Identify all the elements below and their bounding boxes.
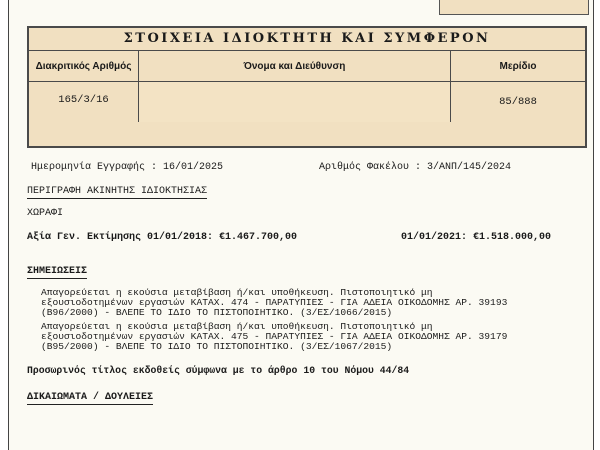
table-title: ΣΤΟΙΧΕΙΑ ΙΔΙΟΚΤΗΤΗ ΚΑΙ ΣΥΜΦΕΡΟΝ bbox=[29, 28, 585, 51]
property-description: ΧΩΡΑΦΙ bbox=[27, 208, 64, 219]
file-number bbox=[319, 162, 511, 173]
property-heading: ΠΕΡΙΓΡΑΦΗ ΑΚΙΝΗΤΗΣ ΙΔΙΟΚΤΗΣΙΑΣ bbox=[27, 186, 208, 197]
valuation-2018: Αξία Γεν. Εκτίμησης 01/01/2018: €1.467.700,00 bbox=[27, 232, 298, 243]
registration-date bbox=[31, 162, 223, 173]
provisional-title-note: Προσωρινός τίτλος εκδοθείς σύμφωνα με το άρθρο 10 του Νόμου 44/84 bbox=[27, 365, 410, 376]
rights-heading: ΔΙΚΑΙΩΜΑΤΑ / ΔΟΥΛΕΙΕΣ bbox=[27, 392, 154, 403]
header-id: Διακριτικός Αριθμός bbox=[29, 51, 139, 81]
note-item-1: Απαγορεύεται η εκούσια μεταβίβαση ή/και υποθήκευση. Πιστοποιητικό μη εξουσιοδοτημένων εργασιών ΚΑΤΑΧ. 474 - ΠΑΡΑΤΥΠΙΕΣ - ΓΙΑ ΑΔΕΙΑ ΟΙΚΟΔΟΜΗΣ ΑΡ. 39193 (Β96/2000) - ΒΛΕΠΕ ΤΟ ΙΔΙΟ ΤΟ ΠΙΣΤΟΠΟΙΗΤΙΚΟ. (3/ΕΣ/1066/2015) bbox=[41, 287, 508, 318]
notes-heading: ΣΗΜΕΙΩΣΕΙΣ bbox=[27, 266, 88, 277]
table-header-row bbox=[29, 51, 585, 82]
document-page bbox=[8, 0, 594, 450]
cell-name bbox=[139, 82, 451, 122]
registration-date-value: 16/01/2025 bbox=[163, 162, 224, 173]
note-item-2: Απαγορεύεται η εκούσια μεταβίβαση ή/και υποθήκευση. Πιστοποιητικό μη εξουσιοδοτημένων εργασιών ΚΑΤΑΧ. 475 - ΠΑΡΑΤΥΠΙΕΣ - ΓΙΑ ΑΔΕΙΑ ΟΙΚΟΔΟΜΗΣ ΑΡ. 39179 (Β95/2000) - ΒΛΕΠΕ ΤΟ ΙΔΙΟ ΤΟ ΠΙΣΤΟΠΟΙΗΤΙΚΟ. (3/ΕΣ/1067/2015) bbox=[41, 321, 508, 352]
header-share: Μερίδιο bbox=[499, 60, 537, 72]
cell-share: 85/888 bbox=[499, 96, 537, 108]
header-name: Όνομα και Διεύθυνση bbox=[139, 51, 451, 81]
top-stamp-box bbox=[439, 0, 589, 15]
table-row bbox=[29, 82, 585, 122]
owner-interest-table bbox=[27, 26, 587, 148]
file-number-value: 3/ΑΝΠ/145/2024 bbox=[427, 162, 512, 173]
valuation-2021: 01/01/2021: €1.518.000,00 bbox=[401, 232, 552, 243]
cell-id: 165/3/16 bbox=[29, 82, 139, 122]
file-number-label: Αριθμός Φακέλου : bbox=[319, 162, 422, 173]
registration-date-label: Ημερομηνία Εγγραφής : bbox=[31, 162, 158, 173]
